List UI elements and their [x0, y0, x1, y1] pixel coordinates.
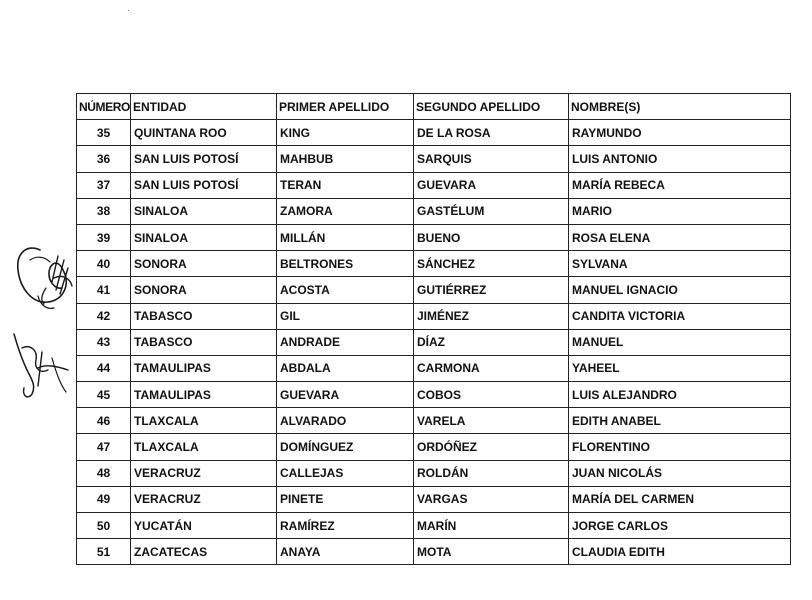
cell-primer-apellido: MILLÁN: [277, 224, 414, 250]
cell-segundo-apellido: GASTÉLUM: [414, 198, 569, 224]
cell-numero: 38: [77, 198, 131, 224]
cell-segundo-apellido: DE LA ROSA: [414, 120, 569, 146]
cell-numero: 36: [77, 146, 131, 172]
cell-nombres: JORGE CARLOS: [569, 513, 791, 539]
table-row: [77, 224, 791, 250]
cell-nombres: MANUEL: [569, 329, 791, 355]
table-row: [77, 460, 791, 486]
cell-segundo-apellido: GUTIÉRREZ: [414, 277, 569, 303]
cell-segundo-apellido: GUEVARA: [414, 172, 569, 198]
cell-entidad: SINALOA: [131, 198, 277, 224]
cell-primer-apellido: PINETE: [277, 486, 414, 512]
cell-entidad: TABASCO: [131, 329, 277, 355]
cell-entidad: VERACRUZ: [131, 460, 277, 486]
cell-entidad: SAN LUIS POTOSÍ: [131, 146, 277, 172]
cell-entidad: TAMAULIPAS: [131, 382, 277, 408]
cell-segundo-apellido: COBOS: [414, 382, 569, 408]
cell-entidad: TAMAULIPAS: [131, 355, 277, 381]
cell-primer-apellido: ANAYA: [277, 539, 414, 565]
header-segundo-apellido: SEGUNDO APELLIDO: [414, 94, 569, 120]
cell-entidad: SAN LUIS POTOSÍ: [131, 172, 277, 198]
table-row: [77, 486, 791, 512]
cell-numero: 47: [77, 434, 131, 460]
cell-segundo-apellido: ORDÓÑEZ: [414, 434, 569, 460]
cell-nombres: MARÍA DEL CARMEN: [569, 486, 791, 512]
cell-nombres: EDITH ANABEL: [569, 408, 791, 434]
cell-entidad: TLAXCALA: [131, 434, 277, 460]
cell-segundo-apellido: SÁNCHEZ: [414, 251, 569, 277]
cell-nombres: JUAN NICOLÁS: [569, 460, 791, 486]
cell-nombres: MARIO: [569, 198, 791, 224]
cell-segundo-apellido: MARÍN: [414, 513, 569, 539]
table-row: [77, 198, 791, 224]
cell-numero: 43: [77, 329, 131, 355]
cell-entidad: SONORA: [131, 277, 277, 303]
cell-primer-apellido: MAHBUB: [277, 146, 414, 172]
table-row: [77, 277, 791, 303]
cell-numero: 42: [77, 303, 131, 329]
table-row: [77, 251, 791, 277]
table-row: [77, 355, 791, 381]
cell-primer-apellido: ALVARADO: [277, 408, 414, 434]
cell-primer-apellido: BELTRONES: [277, 251, 414, 277]
roster-table: [76, 93, 791, 565]
cell-segundo-apellido: DÍAZ: [414, 329, 569, 355]
cell-numero: 37: [77, 172, 131, 198]
table-row: [77, 120, 791, 146]
cell-entidad: TABASCO: [131, 303, 277, 329]
header-primer-apellido: PRIMER APELLIDO: [277, 94, 414, 120]
cell-numero: 40: [77, 251, 131, 277]
table-row: [77, 329, 791, 355]
table-row: [77, 303, 791, 329]
table-row: [77, 539, 791, 565]
cell-primer-apellido: DOMÍNGUEZ: [277, 434, 414, 460]
cell-numero: 44: [77, 355, 131, 381]
cell-numero: 51: [77, 539, 131, 565]
cell-nombres: ROSA ELENA: [569, 224, 791, 250]
header-entidad: ENTIDAD: [131, 94, 277, 120]
cell-primer-apellido: ANDRADE: [277, 329, 414, 355]
table-row: [77, 172, 791, 198]
cell-nombres: RAYMUNDO: [569, 120, 791, 146]
cell-nombres: YAHEEL: [569, 355, 791, 381]
cell-primer-apellido: GIL: [277, 303, 414, 329]
table-row: [77, 513, 791, 539]
cell-numero: 41: [77, 277, 131, 303]
table-body: [77, 120, 791, 565]
cell-numero: 45: [77, 382, 131, 408]
table-row: [77, 408, 791, 434]
cell-numero: 35: [77, 120, 131, 146]
cell-segundo-apellido: VARELA: [414, 408, 569, 434]
cell-numero: 39: [77, 224, 131, 250]
cell-segundo-apellido: SARQUIS: [414, 146, 569, 172]
cell-primer-apellido: RAMÍREZ: [277, 513, 414, 539]
cell-primer-apellido: GUEVARA: [277, 382, 414, 408]
cell-entidad: VERACRUZ: [131, 486, 277, 512]
cell-entidad: TLAXCALA: [131, 408, 277, 434]
cell-entidad: YUCATÁN: [131, 513, 277, 539]
cell-primer-apellido: KING: [277, 120, 414, 146]
cell-primer-apellido: ZAMORA: [277, 198, 414, 224]
header-numero: NÚMERO: [77, 94, 131, 120]
header-nombres: NOMBRE(S): [569, 94, 791, 120]
scan-speck: [128, 10, 129, 11]
cell-nombres: MANUEL IGNACIO: [569, 277, 791, 303]
cell-primer-apellido: ABDALA: [277, 355, 414, 381]
cell-segundo-apellido: VARGAS: [414, 486, 569, 512]
table-header-row: [77, 94, 791, 120]
cell-nombres: MARÍA REBECA: [569, 172, 791, 198]
table-row: [77, 146, 791, 172]
handwritten-initials-lower: [8, 328, 76, 408]
cell-segundo-apellido: JIMÉNEZ: [414, 303, 569, 329]
cell-primer-apellido: CALLEJAS: [277, 460, 414, 486]
cell-nombres: LUIS ALEJANDRO: [569, 382, 791, 408]
cell-primer-apellido: TERAN: [277, 172, 414, 198]
cell-nombres: FLORENTINO: [569, 434, 791, 460]
cell-nombres: LUIS ANTONIO: [569, 146, 791, 172]
table-row: [77, 382, 791, 408]
cell-primer-apellido: ACOSTA: [277, 277, 414, 303]
cell-nombres: SYLVANA: [569, 251, 791, 277]
cell-segundo-apellido: CARMONA: [414, 355, 569, 381]
cell-nombres: CLAUDIA EDITH: [569, 539, 791, 565]
cell-numero: 46: [77, 408, 131, 434]
cell-entidad: SONORA: [131, 251, 277, 277]
cell-segundo-apellido: MOTA: [414, 539, 569, 565]
table-row: [77, 434, 791, 460]
cell-nombres: CANDITA VICTORIA: [569, 303, 791, 329]
cell-entidad: QUINTANA ROO: [131, 120, 277, 146]
handwritten-signature-upper: [10, 238, 80, 333]
cell-numero: 50: [77, 513, 131, 539]
cell-entidad: SINALOA: [131, 224, 277, 250]
cell-numero: 48: [77, 460, 131, 486]
cell-segundo-apellido: ROLDÁN: [414, 460, 569, 486]
cell-numero: 49: [77, 486, 131, 512]
cell-segundo-apellido: BUENO: [414, 224, 569, 250]
cell-entidad: ZACATECAS: [131, 539, 277, 565]
